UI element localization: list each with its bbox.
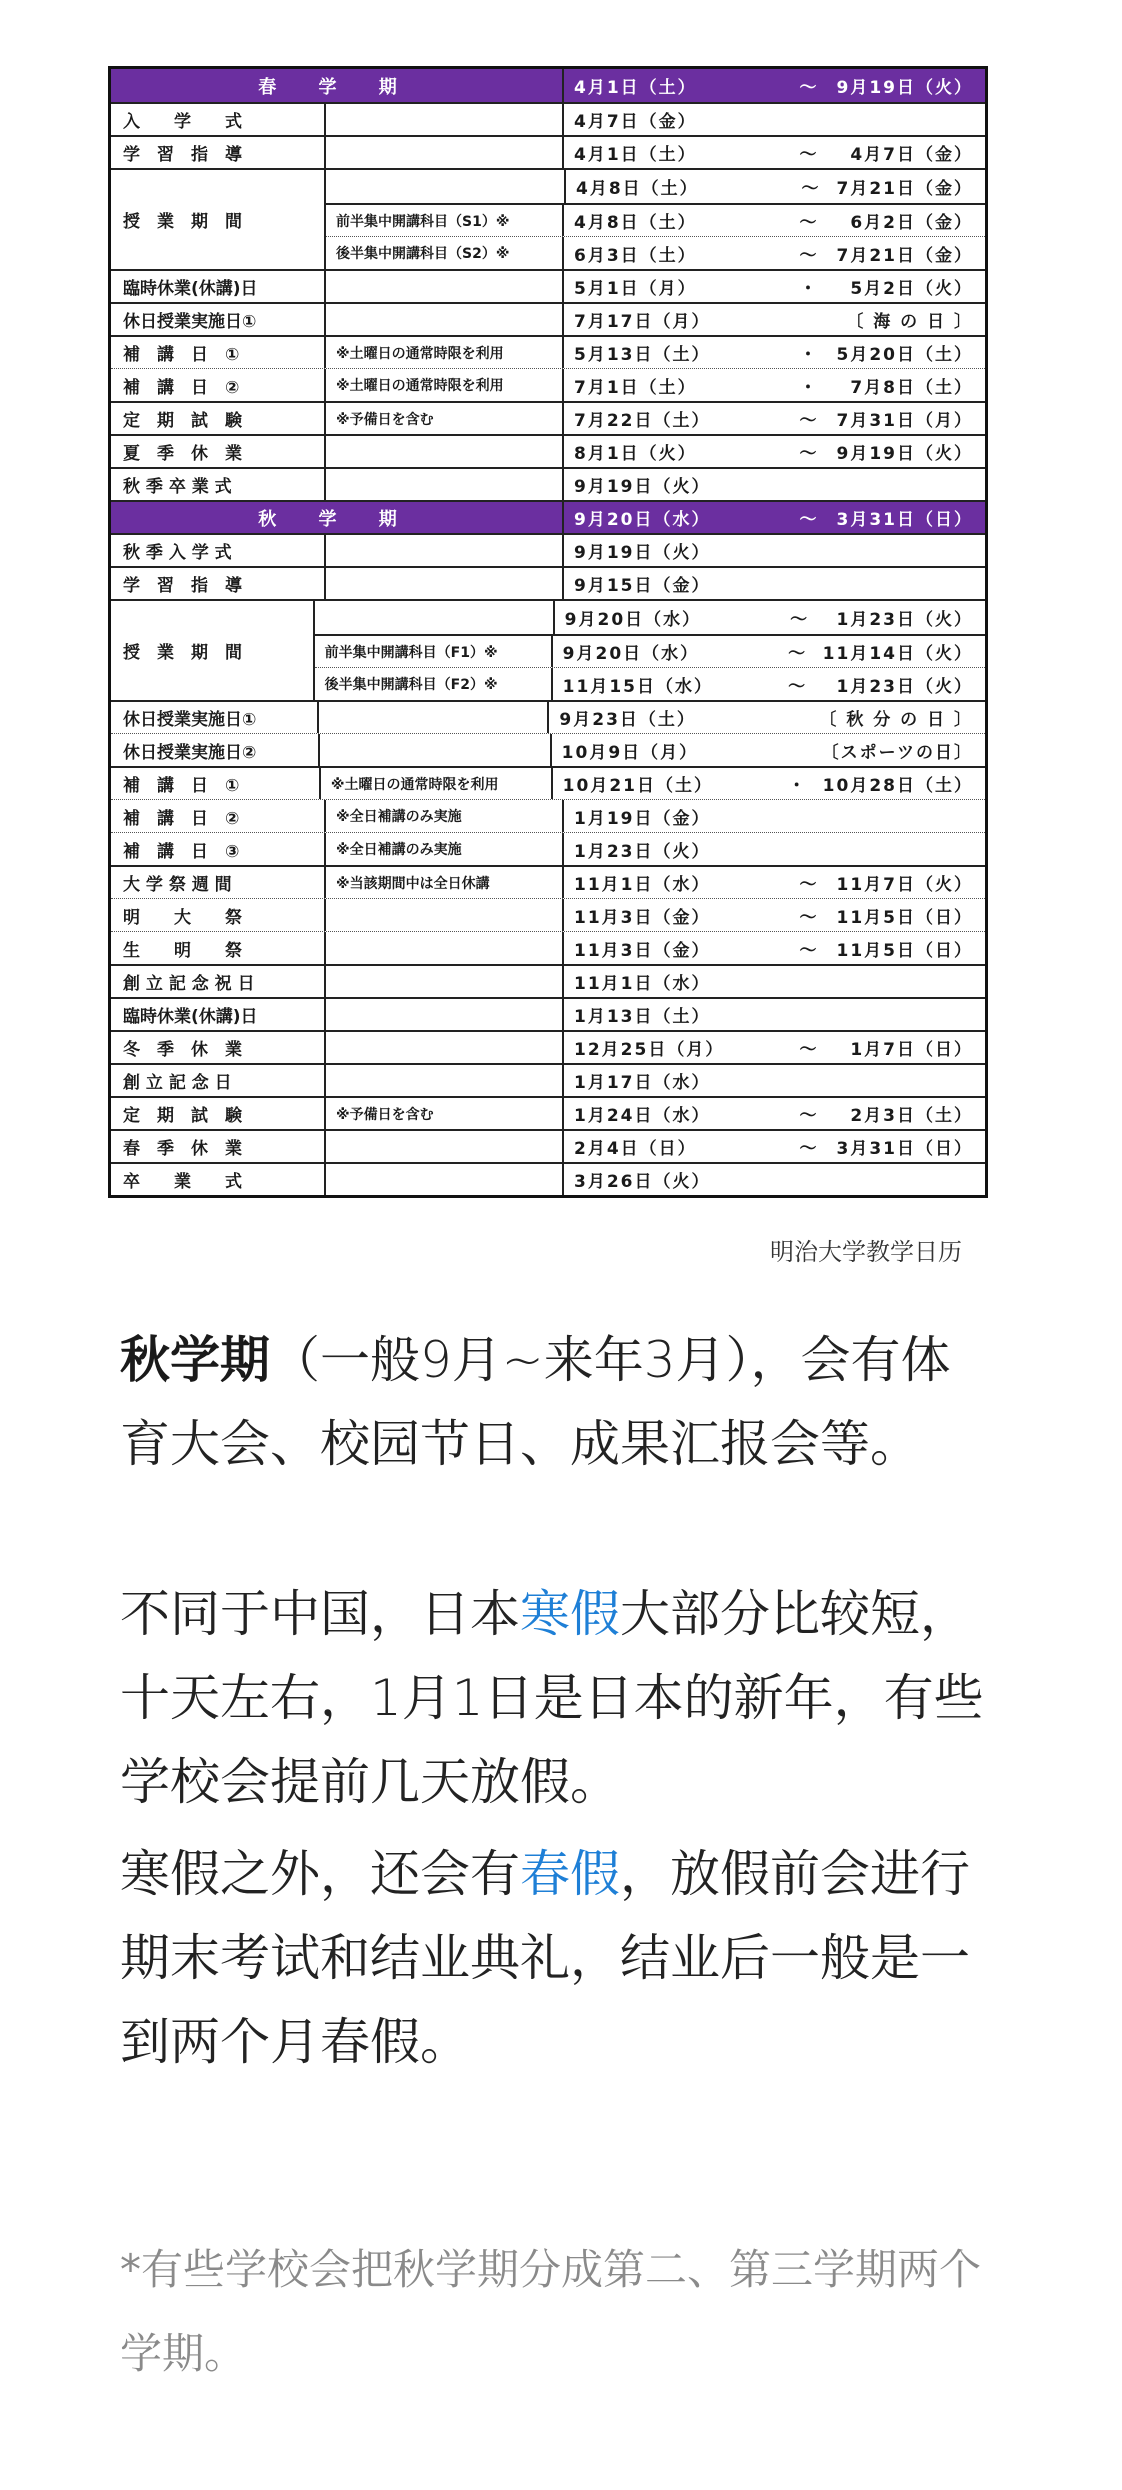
event-date: 4月8日（土） ～ 6月2日（金） xyxy=(574,213,973,233)
table-row xyxy=(111,931,985,964)
event-date: 10月21日（土） ・ 10月28日（土） xyxy=(562,776,973,796)
table-row xyxy=(111,832,985,865)
event-note: ※予備日を含む xyxy=(326,1098,564,1129)
event-date: 1月13日（土） xyxy=(574,1007,711,1027)
table-row xyxy=(111,1129,985,1162)
table-row xyxy=(111,335,985,368)
table-row xyxy=(111,1030,985,1063)
paragraph-winter-break: 不同于中国，日本寒假大部分比较短，十天左右，1月1日是日本的新年，有些学校会提前几天放假。 xyxy=(120,1585,984,1811)
event-date: 8月1日（火） ～ 9月19日（火） xyxy=(574,444,973,464)
event-label: 休日授業実施日② xyxy=(111,734,320,766)
event-note: 後半集中開講科目（S2）※ xyxy=(326,237,564,269)
event-label: 休日授業実施日① xyxy=(111,304,326,335)
event-label: 授 業 期 間 xyxy=(111,170,326,269)
event-date: 9月23日（土） 〔 秋 分 の 日 〕 xyxy=(559,710,973,730)
event-label: 補 講 日 ③ xyxy=(111,833,326,865)
paragraph-autumn-semester: 秋学期（一般9月~来年3月），会有体育大会、校园节日、成果汇报会等。 xyxy=(120,1331,951,1473)
event-note xyxy=(326,137,564,168)
event-date: 9月19日（火） xyxy=(574,477,711,497)
footnote: *有些学校会把秋学期分成第二、第三学期两个学期。 xyxy=(120,2245,982,2378)
event-note xyxy=(326,469,564,500)
event-note xyxy=(326,1065,564,1096)
event-date: 9月20日（水） ～ 11月14日（火） xyxy=(562,644,973,664)
event-label: 夏 季 休 業 xyxy=(111,436,326,467)
event-label: 学 習 指 導 xyxy=(111,568,326,599)
event-note xyxy=(326,1164,564,1195)
table-row xyxy=(315,601,985,634)
event-note xyxy=(326,535,564,566)
event-date: 1月19日（金） xyxy=(574,808,711,829)
event-date: 10月9日（月） 〔スポーツの日〕 xyxy=(561,742,973,763)
event-note xyxy=(326,170,564,203)
event-label: 休日授業実施日① xyxy=(111,702,319,733)
event-note xyxy=(320,734,551,766)
table-row xyxy=(111,700,985,733)
event-note xyxy=(326,436,564,467)
event-date: 5月13日（土） ・ 5月20日（土） xyxy=(574,345,973,365)
autumn-semester-range: 9月20日（水） ～ 3月31日（日） xyxy=(574,510,973,530)
event-note xyxy=(326,966,564,997)
event-label: 創 立 記 念 日 xyxy=(111,1065,326,1096)
event-date: 2月4日（日） ～ 3月31日（日） xyxy=(574,1139,973,1159)
table-row xyxy=(111,467,985,500)
event-label: 定 期 試 験 xyxy=(111,1098,326,1129)
image-caption: 明治大学教学日历 xyxy=(770,1238,962,1266)
event-date: 11月1日（水） xyxy=(574,974,711,994)
event-label: 学 習 指 導 xyxy=(111,137,326,168)
event-date: 7月17日（月） 〔 海 の 日 〕 xyxy=(574,312,973,332)
event-label: 臨時休業(休講)日 xyxy=(111,271,326,302)
event-date: 1月17日（水） xyxy=(574,1073,711,1093)
event-note: ※土曜日の通常時限を利用 xyxy=(326,369,564,401)
table-row xyxy=(326,170,985,203)
event-note: ※全日補講のみ実施 xyxy=(326,800,564,832)
event-date: 7月1日（土） ・ 7月8日（土） xyxy=(574,377,973,398)
table-row xyxy=(111,566,985,599)
event-note xyxy=(326,899,564,931)
event-label: 大 学 祭 週 間 xyxy=(111,867,326,898)
event-label: 冬 季 休 業 xyxy=(111,1032,326,1063)
event-label: 卒 業 式 xyxy=(111,1164,326,1195)
event-label: 春 季 休 業 xyxy=(111,1131,326,1162)
event-date: 3月26日（火） xyxy=(574,1172,711,1192)
event-date: 1月24日（水） ～ 2月3日（土） xyxy=(574,1106,973,1126)
event-note: 前半集中開講科目（F1）※ xyxy=(315,636,553,667)
table-row xyxy=(111,799,985,832)
table-row xyxy=(315,634,985,667)
event-date: 11月3日（金） ～ 11月5日（日） xyxy=(574,907,973,928)
event-date: 7月22日（土） ～ 7月31日（月） xyxy=(574,411,973,431)
event-label: 補 講 日 ① xyxy=(111,768,321,799)
spring-break-link[interactable]: 春假 xyxy=(520,1845,620,1903)
event-note xyxy=(326,1032,564,1063)
table-row xyxy=(111,865,985,898)
table-row xyxy=(111,1096,985,1129)
event-label: 補 講 日 ② xyxy=(111,800,326,832)
event-note: 後半集中開講科目（F2）※ xyxy=(315,668,553,700)
event-note: ※土曜日の通常時限を利用 xyxy=(321,768,553,799)
event-label: 秋 季 卒 業 式 xyxy=(111,469,326,500)
event-date: 9月20日（水） ～ 1月23日（火） xyxy=(553,601,985,634)
event-date: 5月1日（月） ・ 5月2日（火） xyxy=(574,279,973,299)
table-row xyxy=(111,135,985,168)
spring-semester-header xyxy=(111,69,985,102)
spring-semester-range: 4月1日（土） ～ 9月19日（火） xyxy=(574,78,973,98)
table-row xyxy=(326,203,985,236)
table-row xyxy=(315,667,985,700)
event-note xyxy=(326,104,564,135)
spring-class-period-group xyxy=(111,168,985,269)
autumn-semester-header xyxy=(111,500,985,533)
event-label: 補 講 日 ① xyxy=(111,337,326,368)
event-note: ※予備日を含む xyxy=(326,403,564,434)
paragraph-spring-break: 寒假之外，还会有春假，放假前会进行期末考试和结业典礼，结业后一般是一到两个月春假。 xyxy=(120,1845,970,2071)
event-label: 補 講 日 ② xyxy=(111,369,326,401)
event-date: 11月15日（水） ～ 1月23日（火） xyxy=(562,676,973,697)
event-date: 12月25日（月） ～ 1月7日（日） xyxy=(574,1040,973,1060)
event-note xyxy=(326,932,564,964)
table-row xyxy=(111,997,985,1030)
table-row xyxy=(111,898,985,931)
event-note: ※当該期間中は全日休講 xyxy=(326,867,564,898)
autumn-class-period-group xyxy=(111,599,985,700)
event-note: 前半集中開講科目（S1）※ xyxy=(326,205,564,236)
table-row xyxy=(111,102,985,135)
event-note: ※全日補講のみ実施 xyxy=(326,833,564,865)
event-note xyxy=(326,304,564,335)
event-label: 定 期 試 験 xyxy=(111,403,326,434)
table-row xyxy=(111,269,985,302)
event-note: ※土曜日の通常時限を利用 xyxy=(326,337,564,368)
event-date: 4月7日（金） xyxy=(574,112,697,132)
event-label: 臨時休業(休講)日 xyxy=(111,999,326,1030)
table-row xyxy=(111,368,985,401)
event-note xyxy=(326,999,564,1030)
bold-term: 秋学期 xyxy=(120,1331,270,1389)
event-note xyxy=(326,1131,564,1162)
table-row xyxy=(111,1162,985,1195)
event-note xyxy=(326,271,564,302)
event-date: 4月8日（土） ～ 7月21日（金） xyxy=(564,170,985,203)
table-row xyxy=(111,533,985,566)
table-row xyxy=(111,1063,985,1096)
event-date: 9月15日（金） xyxy=(574,576,711,596)
table-row xyxy=(111,434,985,467)
event-label: 明 大 祭 xyxy=(111,899,326,931)
event-label: 生 明 祭 xyxy=(111,932,326,964)
event-date: 6月3日（土） ～ 7月21日（金） xyxy=(574,245,973,266)
event-date: 9月19日（火） xyxy=(574,543,711,563)
event-note xyxy=(315,601,553,634)
spring-semester-title: 春 学 期 xyxy=(111,69,564,102)
event-label: 秋 季 入 学 式 xyxy=(111,535,326,566)
table-row xyxy=(326,236,985,269)
event-label: 入 学 式 xyxy=(111,104,326,135)
winter-break-link[interactable]: 寒假 xyxy=(520,1585,620,1643)
table-row xyxy=(111,964,985,997)
event-date: 1月23日（火） xyxy=(574,841,711,862)
event-label: 授 業 期 間 xyxy=(111,601,315,700)
table-row xyxy=(111,302,985,335)
autumn-semester-title: 秋 学 期 xyxy=(111,502,564,533)
table-row xyxy=(111,401,985,434)
academic-calendar-table xyxy=(108,66,988,1198)
event-date: 11月1日（水） ～ 11月7日（火） xyxy=(574,875,973,895)
event-note xyxy=(326,568,564,599)
event-date: 11月3日（金） ～ 11月5日（日） xyxy=(574,940,973,961)
event-date: 4月1日（土） ～ 4月7日（金） xyxy=(574,145,973,165)
event-note xyxy=(319,702,549,733)
table-row xyxy=(111,766,985,799)
table-row xyxy=(111,733,985,766)
event-label: 創 立 記 念 祝 日 xyxy=(111,966,326,997)
